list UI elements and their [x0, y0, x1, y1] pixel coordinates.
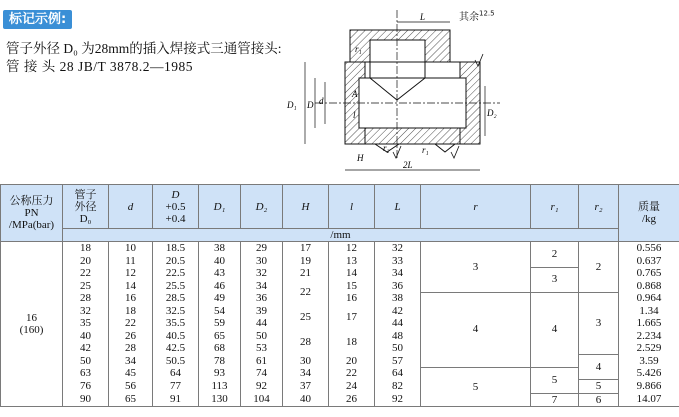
table-row — [1, 242, 679, 255]
cell-H: 28 — [283, 330, 329, 355]
cell-d: 18 — [109, 305, 153, 318]
cell-D: 32.5 — [153, 305, 199, 318]
header-D1: D₁ — [199, 185, 241, 229]
cell-H: 30 — [283, 355, 329, 368]
cell-r: 3 — [421, 242, 531, 293]
cell-l: 24 — [329, 380, 375, 394]
cell-r2: 6 — [579, 393, 619, 407]
cell-L: 57 — [375, 355, 421, 368]
svg-text:2L: 2L — [403, 160, 413, 170]
header-r1: r₁ — [531, 185, 579, 229]
cell-D2: 32 — [241, 267, 283, 280]
cell-d: 26 — [109, 330, 153, 343]
cell-d0: 25 — [63, 280, 109, 293]
cell-mass: 0.765 — [619, 267, 679, 280]
cell-l: 17 — [329, 305, 375, 330]
cell-L: 36 — [375, 280, 421, 293]
cell-l: 18 — [329, 330, 375, 355]
cell-D: 18.5 — [153, 242, 199, 255]
example-designation: 管 接 头 28 JB/T 3878.2—1985 — [6, 59, 194, 74]
cell-d0: 90 — [63, 393, 109, 407]
header-D2: D₂ — [241, 185, 283, 229]
cell-r1: 7 — [531, 393, 579, 407]
cell-D2: 74 — [241, 367, 283, 380]
roughness-value: 12.5 — [479, 9, 495, 18]
cell-L: 48 — [375, 330, 421, 343]
cell-D1: 93 — [199, 367, 241, 380]
cell-D1: 78 — [199, 355, 241, 368]
cell-r1: 2 — [531, 242, 579, 268]
header-r2: r₂ — [579, 185, 619, 229]
svg-text:r₁: r₁ — [355, 44, 362, 54]
cell-L: 92 — [375, 393, 421, 407]
header-unit-mm: /mm — [63, 229, 619, 242]
cell-D: 50.5 — [153, 355, 199, 368]
cell-mass: 0.556 — [619, 242, 679, 255]
cell-H: 19 — [283, 255, 329, 268]
svg-text:r₁: r₁ — [422, 145, 429, 155]
cell-D2: 39 — [241, 305, 283, 318]
cell-L: 64 — [375, 367, 421, 380]
svg-text:d: d — [319, 96, 324, 106]
cell-H: 37 — [283, 380, 329, 394]
cell-d: 11 — [109, 255, 153, 268]
cell-d: 65 — [109, 393, 153, 407]
cell-r2: 3 — [579, 292, 619, 355]
cell-d: 45 — [109, 367, 153, 380]
header-l: l — [329, 185, 375, 229]
cell-l: 13 — [329, 255, 375, 268]
cell-d: 12 — [109, 267, 153, 280]
cell-r: 5 — [421, 367, 531, 407]
dimension-table — [0, 184, 679, 407]
cell-mass: 9.866 — [619, 380, 679, 394]
cell-D1: 49 — [199, 292, 241, 305]
cell-H: 25 — [283, 305, 329, 330]
cell-l: 26 — [329, 393, 375, 407]
cell-d0: 20 — [63, 255, 109, 268]
cell-r2: 4 — [579, 355, 619, 380]
svg-text:D₁: D₁ — [287, 100, 297, 110]
cell-mass: 5.426 — [619, 367, 679, 380]
cell-D: 42.5 — [153, 342, 199, 355]
cell-l: 20 — [329, 355, 375, 368]
cell-d0: 28 — [63, 292, 109, 305]
cell-D1: 59 — [199, 317, 241, 330]
cell-d: 56 — [109, 380, 153, 394]
cell-D1: 113 — [199, 380, 241, 394]
cell-D2: 30 — [241, 255, 283, 268]
svg-text:H: H — [357, 153, 364, 163]
svg-text:l: l — [353, 110, 356, 120]
cell-r1: 3 — [531, 267, 579, 292]
cell-mass: 2.234 — [619, 330, 679, 343]
table-row — [1, 393, 679, 407]
cell-L: 42 — [375, 305, 421, 318]
cell-d0: 40 — [63, 330, 109, 343]
pn-cell — [1, 242, 63, 407]
cell-D2: 36 — [241, 292, 283, 305]
roughness-text: 其余 — [459, 12, 479, 23]
svg-text:A: A — [352, 89, 358, 99]
cell-D2: 53 — [241, 342, 283, 355]
table-row — [1, 367, 679, 380]
cell-d: 34 — [109, 355, 153, 368]
cell-H: 40 — [283, 393, 329, 407]
cell-l: 15 — [329, 280, 375, 293]
cell-L: 32 — [375, 242, 421, 255]
cell-d0: 63 — [63, 367, 109, 380]
svg-text:D₂: D₂ — [487, 108, 497, 118]
cell-D2: 29 — [241, 242, 283, 255]
cell-D2: 61 — [241, 355, 283, 368]
cell-L: 38 — [375, 292, 421, 305]
cell-D: 28.5 — [153, 292, 199, 305]
header-H: H — [283, 185, 329, 229]
cell-r1: 4 — [531, 292, 579, 367]
cell-H: 17 — [283, 242, 329, 255]
header-r: r — [421, 185, 531, 229]
cell-mass: 1.665 — [619, 317, 679, 330]
cell-D: 22.5 — [153, 267, 199, 280]
example-badge: 标记示例: — [3, 10, 72, 29]
header-mass: 质量 /kg — [619, 185, 679, 242]
header-d0: 管子 外径 D₀ — [63, 185, 109, 229]
table-row — [1, 292, 679, 305]
cell-D1: 54 — [199, 305, 241, 318]
cell-H: 22 — [283, 280, 329, 305]
cell-D2: 50 — [241, 330, 283, 343]
header-d: d — [109, 185, 153, 229]
cell-D1: 68 — [199, 342, 241, 355]
svg-text:r₂: r₂ — [383, 143, 390, 153]
header-D: D +0.5 +0.4 — [153, 185, 199, 229]
surface-roughness-note — [459, 8, 495, 23]
cell-D: 64 — [153, 367, 199, 380]
cell-l: 12 — [329, 242, 375, 255]
cell-D1: 43 — [199, 267, 241, 280]
header-L: L — [375, 185, 421, 229]
header-pn: 公称压力 PN /MPa(bar) — [1, 185, 63, 242]
cell-D: 91 — [153, 393, 199, 407]
cell-D2: 92 — [241, 380, 283, 394]
cell-D1: 65 — [199, 330, 241, 343]
cell-D1: 38 — [199, 242, 241, 255]
cell-mass: 2.529 — [619, 342, 679, 355]
cell-d: 16 — [109, 292, 153, 305]
cell-D2: 44 — [241, 317, 283, 330]
cell-d0: 22 — [63, 267, 109, 280]
cell-L: 33 — [375, 255, 421, 268]
cell-d: 14 — [109, 280, 153, 293]
cell-mass: 0.637 — [619, 255, 679, 268]
cell-l: 22 — [329, 367, 375, 380]
cell-d: 22 — [109, 317, 153, 330]
cell-H: 21 — [283, 267, 329, 280]
cell-L: 50 — [375, 342, 421, 355]
cell-D: 40.5 — [153, 330, 199, 343]
cell-d0: 42 — [63, 342, 109, 355]
cell-d0: 18 — [63, 242, 109, 255]
cell-H: 34 — [283, 367, 329, 380]
table-row — [1, 267, 679, 280]
cell-L: 82 — [375, 380, 421, 394]
cell-d0: 76 — [63, 380, 109, 394]
cell-D1: 130 — [199, 393, 241, 407]
cell-mass: 0.868 — [619, 280, 679, 293]
cell-d: 28 — [109, 342, 153, 355]
cell-D1: 40 — [199, 255, 241, 268]
cell-mass: 3.59 — [619, 355, 679, 368]
example-description: 管子外径 D₀ 为28mm的插入焊接式三通管接头: — [6, 41, 282, 56]
cell-d0: 50 — [63, 355, 109, 368]
cell-D: 25.5 — [153, 280, 199, 293]
cell-mass: 0.964 — [619, 292, 679, 305]
dim-L-label: L — [420, 12, 426, 22]
cell-D1: 46 — [199, 280, 241, 293]
cell-D: 77 — [153, 380, 199, 394]
cell-d0: 32 — [63, 305, 109, 318]
cell-r2: 5 — [579, 380, 619, 394]
pn-bar: (160) — [19, 324, 44, 336]
cell-D2: 104 — [241, 393, 283, 407]
cell-L: 44 — [375, 317, 421, 330]
svg-text:D: D — [307, 100, 314, 110]
cell-r: 4 — [421, 292, 531, 367]
cell-mass: 14.07 — [619, 393, 679, 407]
pn-value: 16 — [26, 311, 37, 324]
cell-d0: 35 — [63, 317, 109, 330]
cell-l: 14 — [329, 267, 375, 280]
cell-mass: 1.34 — [619, 305, 679, 318]
cell-r1: 5 — [531, 367, 579, 393]
tee-fitting-drawing — [275, 0, 505, 180]
cell-D: 35.5 — [153, 317, 199, 330]
cell-d: 10 — [109, 242, 153, 255]
cell-l: 16 — [329, 292, 375, 305]
cell-r2: 2 — [579, 242, 619, 293]
cell-D2: 34 — [241, 280, 283, 293]
cell-L: 34 — [375, 267, 421, 280]
cell-D: 20.5 — [153, 255, 199, 268]
